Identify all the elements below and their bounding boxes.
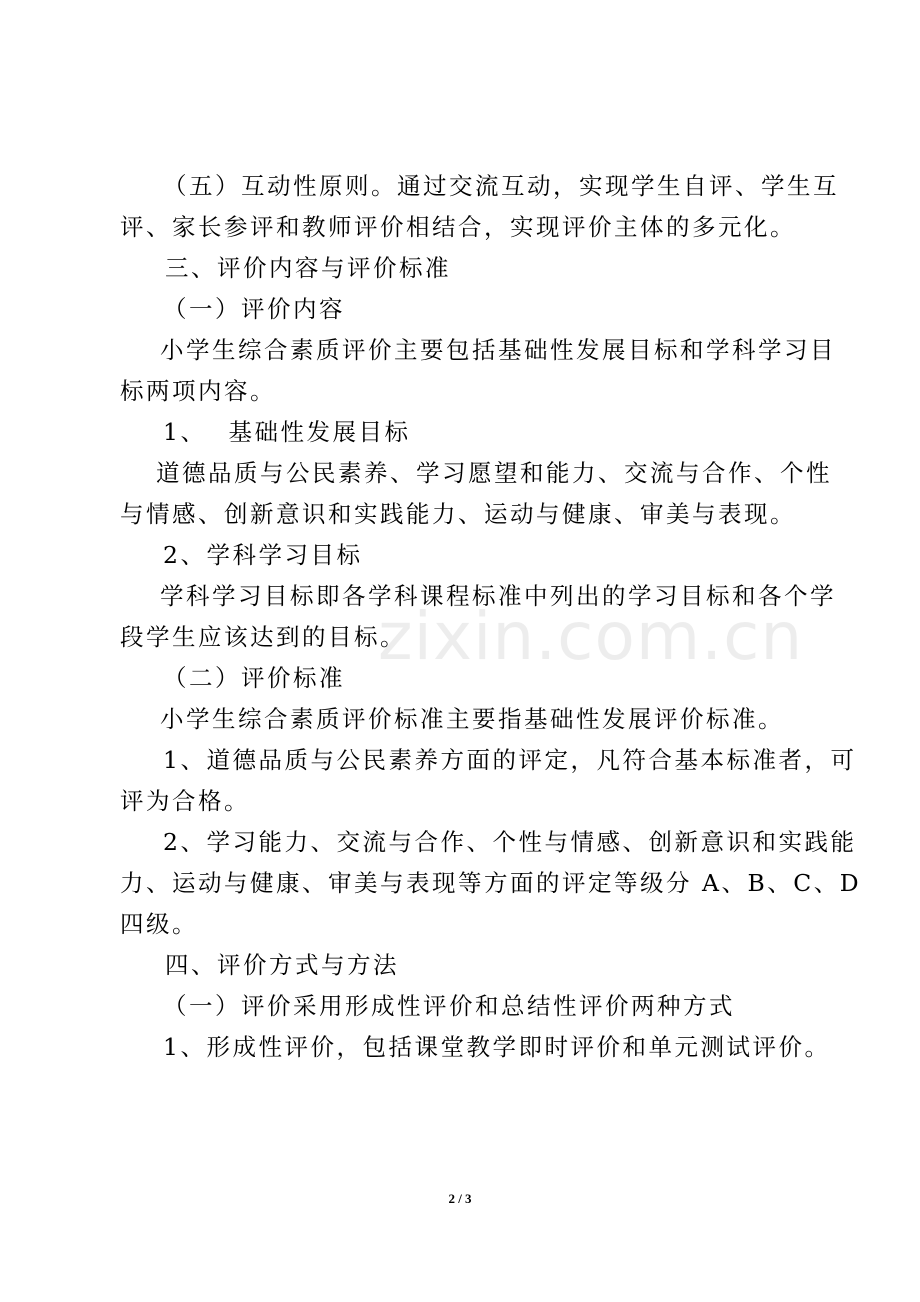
document-body xyxy=(120,166,862,1068)
paragraph-line: 小学生综合素质评价主要包括基础性发展目标和学科学习目 xyxy=(160,336,836,364)
paragraph-line: 学科学习目标即各学科课程标准中列出的学习目标和各个学 xyxy=(160,582,836,610)
paragraph-line: 1、道德品质与公民素养方面的评定，凡符合基本标准者，可 xyxy=(163,746,857,774)
paragraph-line: 评、家长参评和教师评价相结合，实现评价主体的多元化。 xyxy=(120,213,796,241)
paragraph-line: 2、学习能力、交流与合作、个性与情感、创新意识和实践能 xyxy=(163,828,857,856)
subsection-heading: （二）评价标准 xyxy=(163,664,345,692)
section-heading: 三、评价内容与评价标准 xyxy=(165,254,451,282)
paragraph-line: 评为合格。 xyxy=(120,787,250,815)
item-number: 1、 xyxy=(163,418,207,446)
paragraph-line: 四级。 xyxy=(120,910,198,938)
paragraph-line: 小学生综合素质评价标准主要指基础性发展评价标准。 xyxy=(160,705,784,733)
paragraph-line: 力、运动与健康、审美与表现等方面的评定等级分 A、B、C、D xyxy=(120,869,862,897)
page-number: 2 / 3 xyxy=(448,1191,472,1206)
numbered-heading xyxy=(120,412,812,453)
paragraph-line: （五）互动性原则。通过交流互动，实现学生自评、学生互 xyxy=(163,172,839,200)
paragraph-line: 段学生应该达到的目标。 xyxy=(120,623,406,651)
paragraph-line: 与情感、创新意识和实践能力、运动与健康、审美与表现。 xyxy=(120,500,796,528)
numbered-heading: 2、学科学习目标 xyxy=(163,541,363,569)
paragraph-line: 标两项内容。 xyxy=(120,377,276,405)
item-title: 基础性发展目标 xyxy=(228,418,411,446)
watermark: zixin.com.cn xyxy=(378,598,804,675)
subsection-heading: （一）评价采用形成性评价和总结性评价两种方式 xyxy=(163,992,735,1020)
paragraph-line: 道德品质与公民素养、学习愿望和能力、交流与合作、个性 xyxy=(156,459,832,487)
subsection-heading: （一）评价内容 xyxy=(163,295,345,323)
section-heading: 四、评价方式与方法 xyxy=(165,951,399,979)
paragraph-line: 1、形成性评价，包括课堂教学即时评价和单元测试评价。 xyxy=(163,1033,831,1061)
